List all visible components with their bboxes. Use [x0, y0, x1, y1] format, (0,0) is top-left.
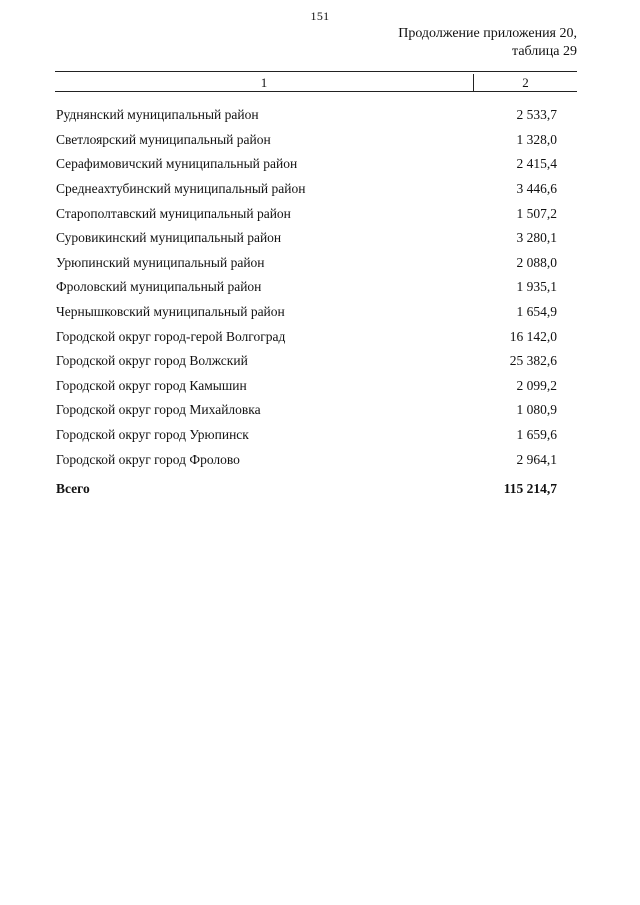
row-name: Светлоярский муниципальный район	[56, 131, 271, 147]
row-value: 1 507,2	[516, 205, 557, 221]
table-row	[55, 128, 577, 153]
allocation-table	[55, 71, 577, 497]
row-name: Суровикинский муниципальный район	[56, 230, 282, 246]
table-row	[55, 349, 577, 374]
table-row	[55, 374, 577, 399]
row-value: 2 415,4	[516, 156, 557, 172]
row-value: 1 659,6	[516, 427, 557, 443]
row-name: Городской округ город Михайловка	[56, 402, 261, 418]
row-name: Городской округ город Фролово	[56, 451, 240, 467]
total-value: 115 214,7	[503, 480, 557, 496]
table-row	[55, 201, 577, 226]
row-value: 2 533,7	[516, 107, 557, 123]
row-value: 1 654,9	[516, 304, 557, 320]
total-label: Всего	[56, 480, 90, 496]
row-value: 2 099,2	[516, 377, 557, 393]
row-name: Городской округ город Волжский	[56, 353, 248, 369]
row-value: 2 964,1	[516, 451, 557, 467]
row-name: Фроловский муниципальный район	[56, 279, 262, 295]
row-value: 16 142,0	[509, 328, 557, 344]
row-value: 25 382,6	[509, 353, 557, 369]
row-name: Серафимовичский муниципальный район	[56, 156, 298, 172]
table-row	[55, 447, 577, 472]
row-name: Руднянский муниципальный район	[56, 107, 259, 123]
row-name: Городской округ город Камышин	[56, 377, 247, 393]
row-value: 1 935,1	[516, 279, 557, 295]
row-value: 2 088,0	[516, 254, 557, 270]
row-name: Урюпинский муниципальный район	[56, 254, 265, 270]
table-column-header	[55, 74, 577, 92]
row-name: Городской округ город-герой Волгоград	[56, 328, 286, 344]
table-row	[55, 398, 577, 423]
continuation-line-2: таблица 29	[512, 44, 577, 59]
table-row	[55, 177, 577, 202]
table-row	[55, 152, 577, 177]
table-top-rule	[55, 71, 577, 72]
row-name: Среднеахтубинский муниципальный район	[56, 181, 306, 197]
table-row	[55, 226, 577, 251]
table-body	[55, 103, 577, 472]
column-header-1: 1	[55, 74, 474, 91]
column-header-2: 2	[522, 75, 529, 90]
table-row	[55, 103, 577, 128]
row-value: 1 080,9	[516, 402, 557, 418]
row-value: 3 280,1	[516, 230, 557, 246]
table-row	[55, 324, 577, 349]
table-row	[55, 423, 577, 448]
table-row	[55, 275, 577, 300]
row-name: Чернышковский муниципальный район	[56, 304, 285, 320]
continuation-note	[398, 25, 577, 61]
continuation-line-1: Продолжение приложения 20,	[398, 26, 577, 41]
row-value: 3 446,6	[516, 181, 557, 197]
total-row	[55, 481, 577, 497]
page-number: 151	[310, 9, 330, 23]
table-row	[55, 251, 577, 276]
row-value: 1 328,0	[516, 131, 557, 147]
table-row	[55, 300, 577, 325]
row-name: Старополтавский муниципальный район	[56, 205, 291, 221]
row-name: Городской округ город Урюпинск	[56, 427, 249, 443]
